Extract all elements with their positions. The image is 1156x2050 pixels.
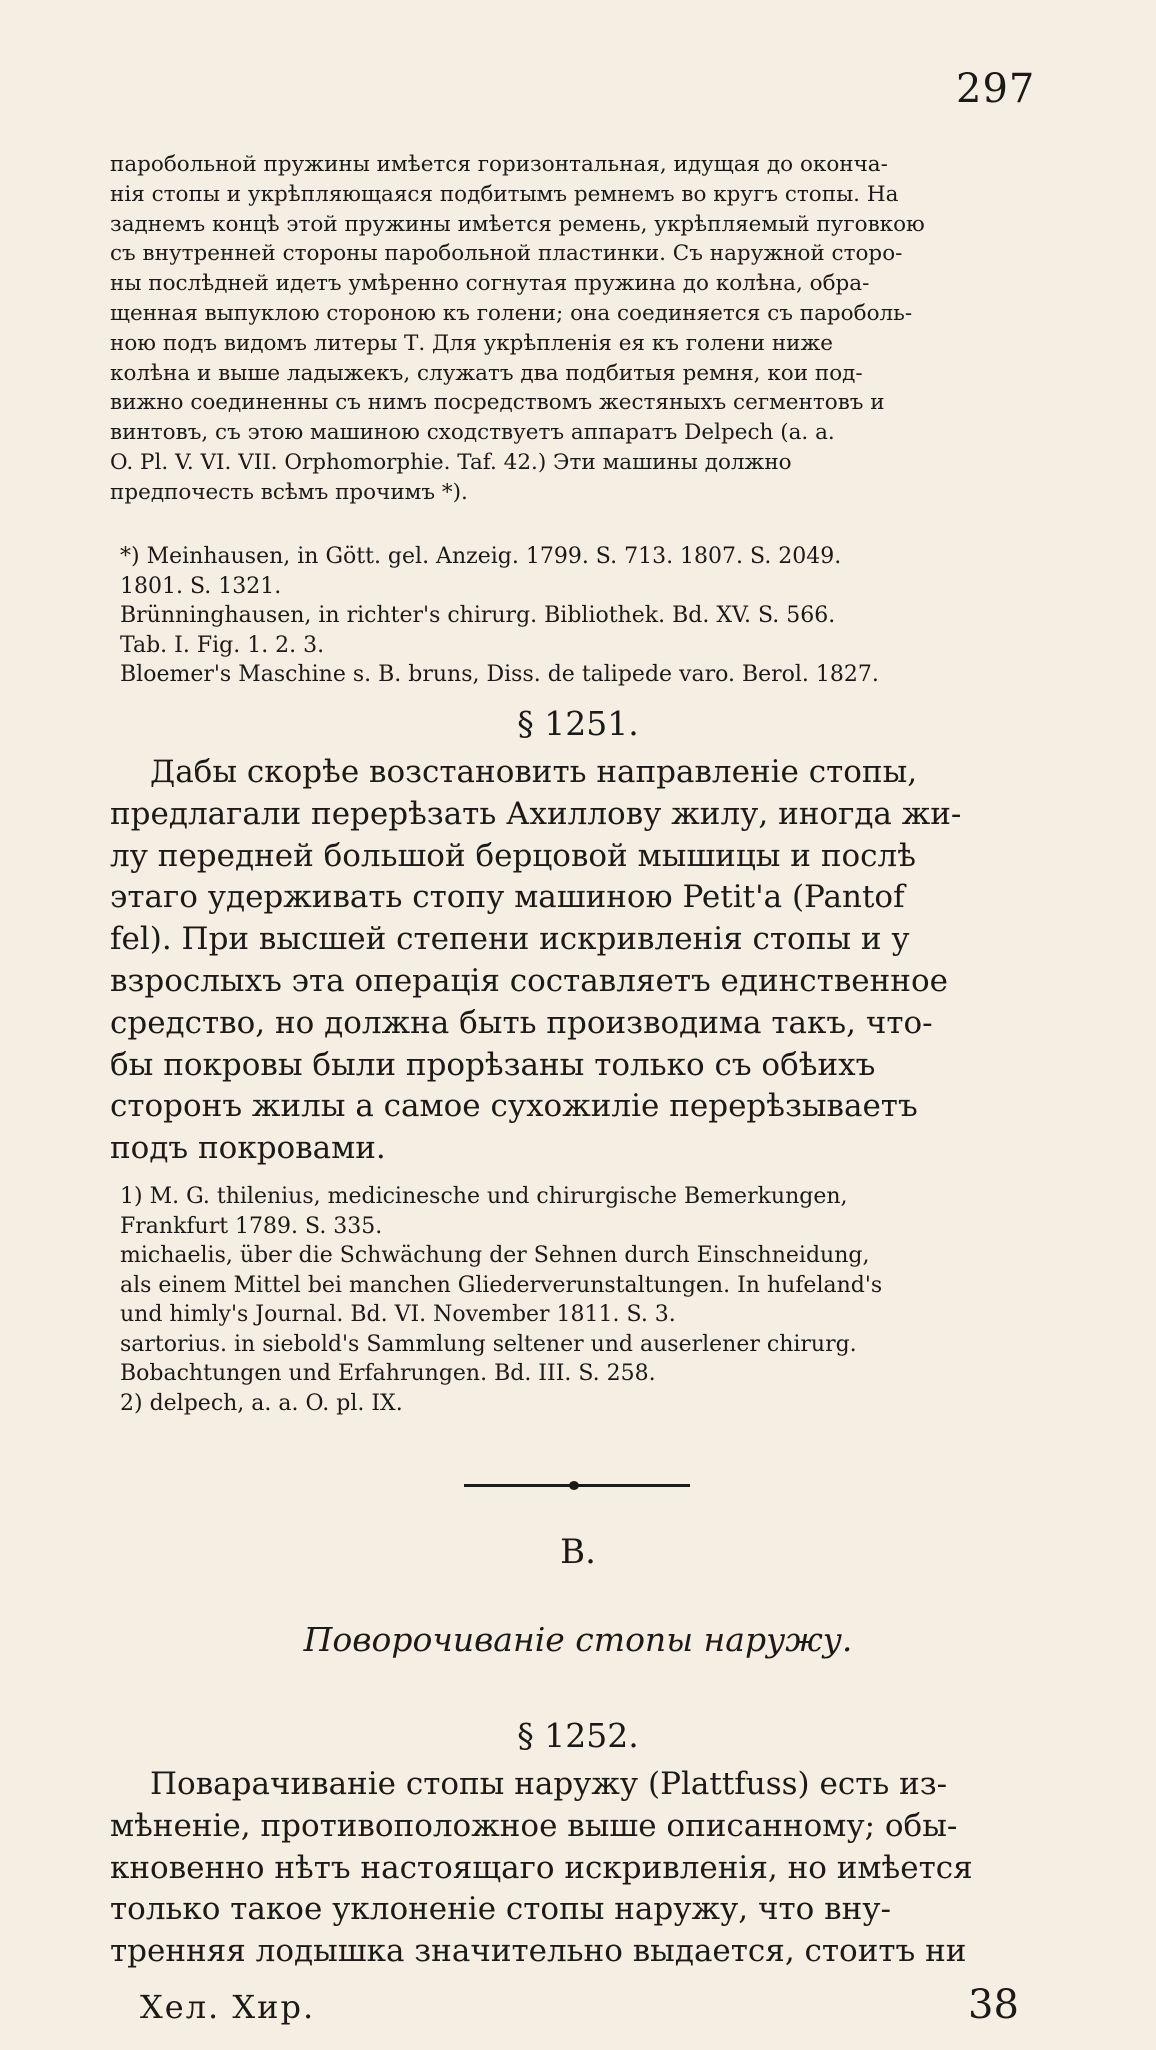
- footnote-line: michaelis, über die Schwächung der Sehnen durch Einschneidung,: [120, 1243, 870, 1268]
- text-line: Дабы скорѣе возстановить направленіе стопы,: [150, 754, 918, 790]
- signature-mark: Хел. Хир.: [140, 1988, 316, 2026]
- part-letter: B.: [560, 1532, 596, 1572]
- text-line: винтовъ, съ этою машиною сходствуетъ аппаратъ Delpech (a. a.: [110, 420, 835, 446]
- text-line: O. Pl. V. VI. VII. Orphomorphie. Taf. 42.) Эти машины должно: [110, 449, 792, 475]
- text-line: кновенно нѣтъ настоящаго искривленія, но имѣется: [110, 1849, 973, 1886]
- chapter-subtitle: Поворочиваніе стопы наружу.: [303, 1620, 853, 1659]
- footnote-line: Brünninghausen, in richter's chirurg. Bibliothek. Bd. XV. S. 566.: [120, 603, 836, 628]
- footnote-line: 1) M. G. thilenius, medicineschе und chirurgische Bemerkungen,: [120, 1184, 848, 1209]
- footnote-line: 2) delpech, a. a. O. pl. IX.: [120, 1390, 403, 1416]
- footnote-line: und himly's Journal. Bd. VI. November 1811. S. 3.: [120, 1302, 676, 1327]
- section-number: § 1252.: [517, 1716, 639, 1755]
- footnote-line: als einem Mittel bei manchen Gliederverunstaltungen. In hufeland's: [120, 1272, 883, 1298]
- text-line: средство, но должна быть производима такъ, что-: [110, 1004, 933, 1041]
- text-line: паробольной пружины имѣется горизонтальная, идущая до оконча-: [110, 152, 888, 177]
- text-line: Поварачиваніе стопы наружу (Plattfuss) есть из-: [150, 1766, 948, 1802]
- text-line: съ внутренней стороны паробольной пластинки. Съ наружной сторо-: [110, 241, 903, 267]
- text-line: нія стопы и укрѣпляющаяся подбитымъ ремнемъ во кругъ стопы. На: [110, 181, 899, 207]
- footnote-line: sartorius. in siebold's Sammlung seltener und auserlener chirurg.: [120, 1331, 857, 1357]
- text-line: взрослыхъ эта операція составляетъ единственное: [110, 962, 948, 999]
- footnote-line: Frankfurt 1789. S. 335.: [120, 1213, 383, 1239]
- text-line: тренняя лодышка значительно выдается, стоитъ ни: [110, 1933, 967, 1970]
- footnotes-1: [120, 542, 1066, 690]
- ornamental-divider: [464, 1484, 690, 1487]
- footnote-line: Bobachtungen und Erfahrungen. Bd. III. S. 258.: [120, 1361, 656, 1386]
- text-line: ною подъ видомъ литеры Т. Для укрѣпленія ея къ голени ниже: [110, 330, 834, 356]
- footnote-line: Tab. I. Fig. 1. 2. 3.: [120, 632, 325, 658]
- text-line: предпочесть всѣмъ прочимъ *).: [110, 479, 468, 505]
- page-number: 297: [956, 66, 1036, 112]
- footnotes-2: [120, 1182, 1066, 1418]
- bottom-paragraph: [110, 1764, 1066, 1973]
- footnote-line: Bloemer's Maschine s. B. bruns, Diss. de talipede varo. Berol. 1827.: [120, 662, 879, 687]
- footnote-line: *) Meinhausen, in Gött. gel. Anzeig. 1799. S. 713. 1807. S. 2049.: [120, 544, 842, 569]
- text-line: ны послѣдней идетъ умѣренно согнутая пружина до колѣна, обра-: [110, 271, 870, 297]
- text-line: бы покровы были прорѣзаны только съ обѣихъ: [110, 1046, 876, 1083]
- text-line: только такое уклоненіе стопы наружу, что вну-: [110, 1891, 891, 1928]
- text-line: сторонъ жилы а самое сухожиліе перерѣзываетъ: [110, 1088, 918, 1125]
- footnote-line: 1801. S. 1321.: [120, 573, 282, 599]
- text-line: заднемъ концѣ этой пружины имѣется ремень, укрѣпляемый пуговкою: [110, 211, 925, 237]
- sheet-number: 38: [968, 1982, 1019, 2028]
- text-line: fel). При высшей степени искривленія стопы и у: [110, 921, 910, 958]
- text-line: щенная выпуклою стороною къ голени; она соединяется съ пароболь-: [110, 300, 913, 326]
- text-line: мѣненіе, противоположное выше описанному; обы-: [110, 1807, 958, 1844]
- text-line: колѣна и выше ладыжекъ, служатъ два подбитыя ремня, кои под-: [110, 360, 863, 386]
- top-paragraph: [110, 150, 1066, 508]
- main-paragraph: [110, 752, 1066, 1170]
- text-line: этаго удерживать стопу машиною Petit'a (Pantof: [110, 879, 905, 916]
- section-number: § 1251.: [517, 704, 639, 743]
- text-line: предлагали перерѣзать Ахиллову жилу, иногда жи-: [110, 795, 962, 832]
- text-line: подъ покровами.: [110, 1130, 386, 1167]
- text-line: вижно соединенны съ нимъ посредствомъ жестяныхъ сегментовъ и: [110, 390, 885, 416]
- text-line: лу передней большой берцовой мышицы и послѣ: [110, 837, 916, 874]
